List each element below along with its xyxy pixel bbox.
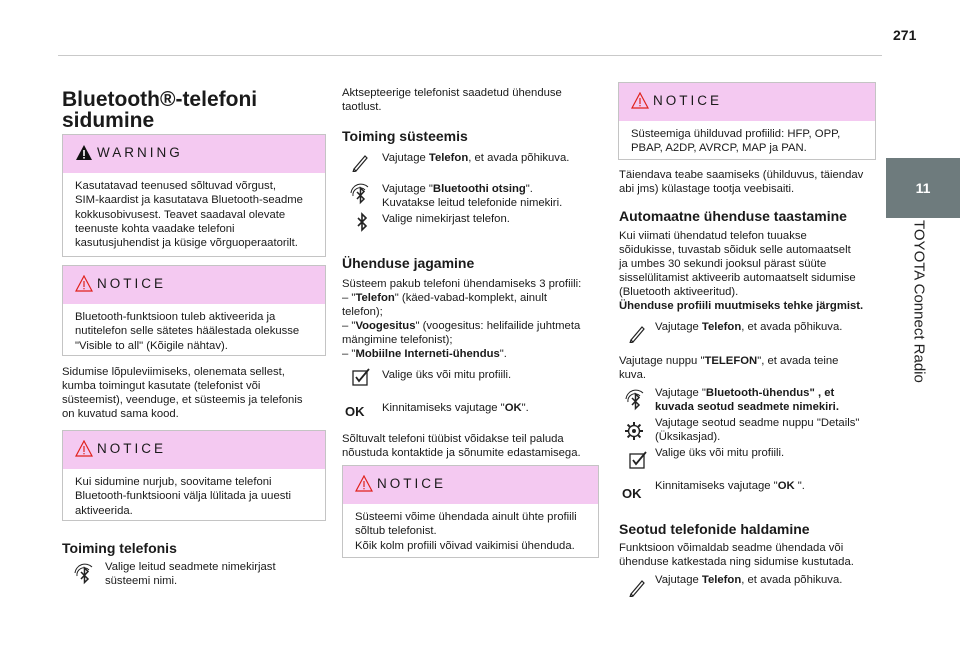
text-line: kuvada seotud seadmete nimekiri.: [655, 401, 839, 413]
phone-step: [105, 560, 276, 588]
text-line: telefon);: [342, 306, 383, 318]
notice-line: Kõik kolm profiili võivad vaikimisi ühenduda.: [355, 539, 575, 552]
checkbox-icon: [627, 449, 649, 471]
gear-icon: [623, 420, 645, 442]
warning-label: WARNING: [97, 145, 183, 160]
notice-label: NOTICE: [377, 476, 447, 491]
text-line: sisselülitamist aktiveerib automaatselt sidumise: [619, 272, 856, 284]
text-line: sõidukisse, tuvastab sõiduk selle automaatselt: [619, 244, 851, 256]
auto-step-4: [655, 416, 859, 444]
text-line: kuva.: [619, 369, 647, 381]
notice-line: Süsteemi võime ühendada ainult ühte profiili: [355, 511, 577, 523]
page-number: 271: [893, 27, 917, 43]
warning-line: SIM-kaardist ja kasutatava Bluetooth-seadme: [75, 194, 303, 207]
notice-text: [75, 310, 315, 353]
text-line: (Bluetooth aktiveeritud).: [619, 286, 739, 298]
auto-step-1: Vajutage Telefon, et avada põhikuva.: [655, 321, 843, 333]
auto-step-6: Kinnitamiseks vajutage "OK ".: [655, 480, 805, 492]
ok-icon: OK: [622, 486, 642, 501]
text-line: taotlust.: [342, 101, 382, 113]
notice-text: [355, 510, 588, 553]
text-line: Vajutage seotud seadme nuppu "Details": [655, 417, 860, 429]
warning-header: [63, 135, 325, 173]
warning-line: kokkusobivusest. Teavet saadaval olevate: [75, 208, 286, 221]
ok-icon: OK: [345, 404, 365, 419]
share-paragraph: Süsteem pakub telefoni ühendamiseks 3 profiili: – "Telefon" (käed-vabad-komplekt, ainult telefon); – "Voogesitus" (voogesitus: helifailide juhtmeta mängimine telefonist); – "Mobiilne Interneti-ühendus".: [342, 277, 598, 361]
warning-line: teenuste kohta vaadake telefoni: [75, 222, 235, 235]
text-line: ja umbes 30 sekundi jooksul pärast süüte: [619, 258, 827, 270]
warning-box: [62, 134, 326, 257]
manage-step-1: Vajutage Telefon, et avada põhikuva.: [655, 574, 843, 586]
notice-line: nutitelefon selle sätetes häälestada olekusse: [75, 325, 300, 338]
pencil-icon: [627, 321, 649, 343]
notice-line: aktiveerida.: [75, 504, 133, 517]
chapter-title: TOYOTA Connect Radio: [910, 220, 928, 383]
text-line: Aktsepteerige telefonist saadetud ühenduse: [342, 87, 562, 99]
notice-text: [75, 475, 315, 518]
pencil-icon: [350, 150, 372, 172]
text-line: süsteemi nimi.: [105, 575, 178, 587]
auto-paragraph: [619, 229, 877, 313]
manage-paragraph: [619, 541, 877, 569]
notice-label: NOTICE: [653, 93, 723, 108]
text-line: Ühenduse profiili muutmiseks tehke järgmist.: [619, 300, 864, 312]
text-line: mängimine telefonist);: [342, 334, 453, 346]
notice-icon: [75, 440, 93, 457]
bluetooth-search-icon: [72, 563, 94, 585]
notice-box-4: [618, 82, 876, 160]
notice-line: sõltub telefonist.: [355, 525, 437, 538]
text-line: kumba toimingut kasutate (telefonist või: [62, 380, 261, 392]
text-line: süsteemist), veenduge, et süsteemis ja telefonis: [62, 394, 303, 406]
text-line: Kui viimati ühendatud telefon tuuakse: [619, 230, 807, 242]
text-line: Valige leitud seadmete nimekirjast: [105, 561, 276, 573]
heading-manage: Seotud telefonide haldamine: [619, 521, 810, 537]
notice-header: [63, 431, 325, 469]
text-line: Süsteem pakub telefoni ühendamiseks 3 profiili:: [342, 278, 582, 290]
notice-header: [619, 83, 875, 121]
checkbox-icon: [350, 366, 372, 388]
system-step-2: Vajutage "Bluetoothi otsing". Kuvatakse leitud telefonide nimekiri.: [382, 183, 563, 209]
system-step-3: Valige nimekirjast telefon.: [382, 213, 510, 225]
intro-paragraph: [342, 86, 562, 114]
notice-line: PBAP, A2DP, AVRCP, MAP ja PAN.: [631, 142, 807, 155]
text-line: Sõltuvalt telefoni tüübist võidakse teil paluda: [342, 433, 564, 445]
bluetooth-icon: [350, 211, 372, 233]
heading-auto: Automaatne ühenduse taastamine: [619, 208, 847, 224]
text-line: on kuvatud sama kood.: [62, 408, 179, 420]
auto-step-3: Vajutage "Bluetooth-ühendus" , et kuvada seotud seadmete nimekiri.: [655, 387, 839, 413]
heading-share: Ühenduse jagamine: [342, 255, 475, 271]
heading-phone: Toiming telefonis: [62, 540, 177, 556]
chapter-tab: 11: [886, 158, 960, 218]
auto-step-2: Vajutage nuppu "TELEFON", et avada teine kuva.: [619, 355, 839, 381]
text-line: Täiendava teabe saamiseks (ühilduvus, täiendav: [619, 169, 864, 181]
bluetooth-search-icon: [623, 389, 645, 411]
text-line: ühenduse katkestada ning sidumise kustutada.: [619, 556, 854, 568]
services-paragraph: [619, 168, 863, 196]
notice-text: [631, 127, 865, 156]
notice-line: Süsteemiga ühilduvad profiilid: HFP, OPP,: [631, 128, 841, 140]
text-line: Funktsioon võimaldab seadme ühendada või: [619, 542, 844, 554]
depend-paragraph: [342, 432, 598, 460]
text-line: nõustuda kontaktide ja sõnumite edastamisega.: [342, 447, 581, 459]
choose-profiles: Valige üks või mitu profiili.: [382, 369, 512, 381]
notice-icon: [631, 92, 649, 109]
text-line: abi jms) külastage tootja veebisaiti.: [619, 183, 795, 195]
pencil-icon: [627, 575, 649, 597]
heading-system: Toiming süsteemis: [342, 128, 468, 144]
notice-icon: [75, 275, 93, 292]
notice-line: Bluetooth-funktsioon tuleb aktiveerida ja: [75, 311, 276, 323]
chapter-label: [882, 220, 956, 400]
notice-box-3: [342, 465, 599, 558]
notice-label: NOTICE: [97, 441, 167, 456]
pairing-paragraph: [62, 365, 327, 421]
confirm-step: Kinnitamiseks vajutage "OK".: [382, 402, 529, 414]
page-title-line2: sidumine: [62, 109, 155, 132]
warning-text: [75, 179, 315, 250]
top-divider: [58, 55, 882, 56]
auto-step-5: Valige üks või mitu profiili.: [655, 447, 785, 459]
bluetooth-search-icon: [348, 183, 370, 205]
notice-header: [343, 466, 598, 504]
notice-header: [63, 266, 325, 304]
notice-box-1: [62, 265, 326, 356]
notice-line: "Visible to all" (Kõigile nähtav).: [75, 339, 228, 352]
text-line: (Üksikasjad).: [655, 431, 721, 443]
warning-line: kasutusjuhendist ja küsige võrguoperaatorilt.: [75, 237, 298, 250]
notice-line: Kui sidumine nurjub, soovitame telefoni: [75, 476, 272, 488]
notice-box-2: [62, 430, 326, 521]
warning-line: Kasutatavad teenused sõltuvad võrgust,: [75, 180, 276, 192]
text-line: Sidumise lõpuleviimiseks, olenemata sellest,: [62, 366, 285, 378]
page-title-line1: Bluetooth®-telefoni: [62, 88, 258, 111]
warning-icon: [75, 144, 93, 161]
notice-line: Bluetooth-funktsiooni välja lülitada ja uuesti: [75, 490, 292, 503]
notice-label: NOTICE: [97, 276, 167, 291]
text-line: Kuvatakse leitud telefonide nimekiri.: [382, 197, 563, 209]
notice-icon: [355, 475, 373, 492]
system-step-1: Vajutage Telefon, et avada põhikuva.: [382, 152, 570, 164]
